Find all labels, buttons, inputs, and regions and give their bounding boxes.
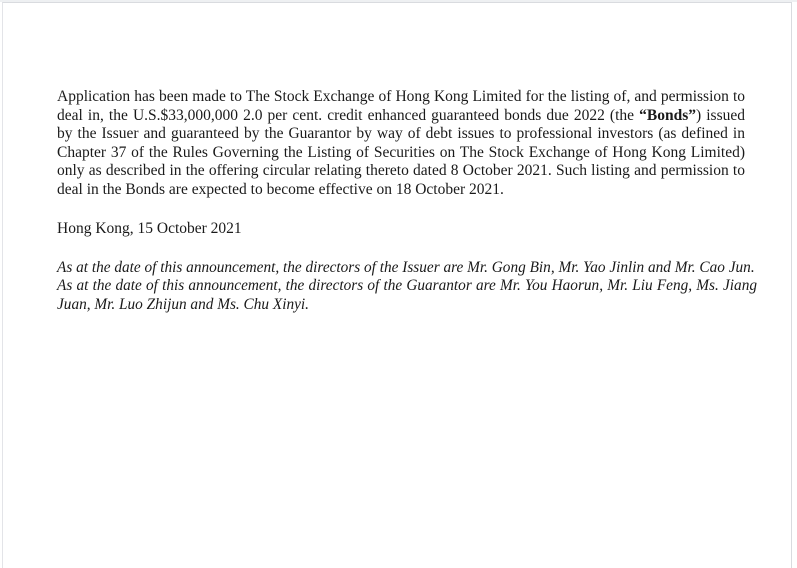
bonds-defined-term: “Bonds” [639, 106, 696, 124]
document-content [57, 88, 757, 314]
paragraph-text-after-bold: ) issued by the Issuer and guaranteed by the Guarantor by way of debt issues to professional investors (as defined in Chapter 37 of the Rules Governing the Listing of Securities on The Stock Exchange of Hong Kong Limited) only as described in the offering circular relating thereto dated 8 October 2021. Such listing and permission to deal in the Bonds are expected to become effective on 18 October 2021. [57, 106, 745, 198]
directors-note-guarantor-sentence: As at the date of this announcement, the directors of the Guarantor are Mr. You Haorun, Mr. Liu Feng, Ms. Jiang Juan, Mr. Luo Zhijun and Ms. Chu Xinyi. [57, 277, 757, 313]
directors-note [57, 259, 757, 315]
document-page [2, 2, 792, 568]
dateline: Hong Kong, 15 October 2021 [57, 220, 242, 237]
paragraph-text-before-bold: Application has been made to The Stock Exchange of Hong Kong Limited for the listing of, and permission to deal in, the U.S.$33,000,000 2.0 per cent. credit enhanced guaranteed bonds due 2022 (the [57, 88, 745, 124]
listing-application-paragraph [57, 88, 745, 199]
directors-note-issuer-sentence: As at the date of this announcement, the directors of the Issuer are Mr. Gong Bin, Mr. Yao Jinlin and Mr. Cao Jun. [57, 258, 755, 276]
